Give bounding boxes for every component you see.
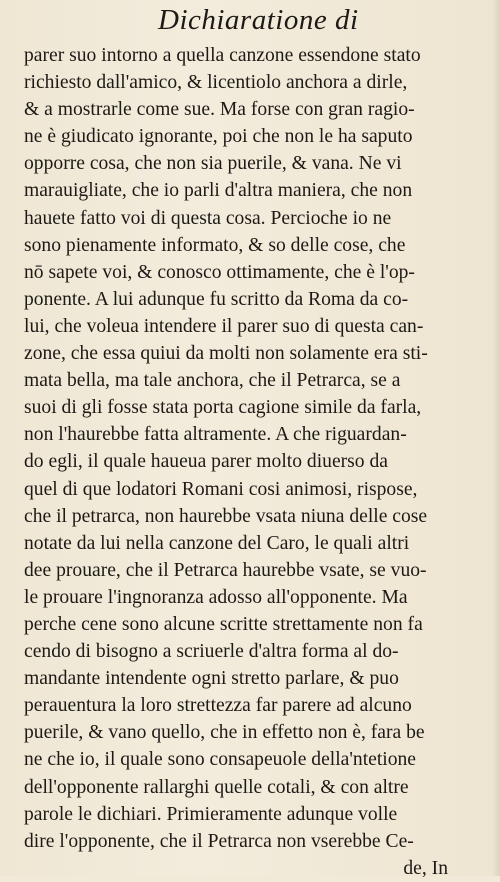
text-line: marauigliate, che io parli d'altra maniera, che non [24,180,413,202]
text-line: parer suo intorno a quella canzone essendone stato [24,45,421,66]
text-line: puerile, & vano quello, che in effetto non è, fara be [24,722,425,744]
text-line: & a mostrarle come sue. Ma forse con gran ragio- [24,99,415,121]
text-line: notate da lui nella canzone del Caro, le quali altri [24,532,410,554]
text-line: nō sapete voi, & conosco ottimamente, che è l'op- [24,261,415,283]
text-line: mata bella, ma tale anchora, che il Petrarca, se a [24,370,401,392]
text-line: hauete fatto voi di questa cosa. Percioche io ne [24,207,392,229]
text-line: zone, che essa quiui da molti non solamente era sti- [24,343,428,365]
text-line: suoi di gli fosse stata porta cagione simile da farla, [24,397,422,419]
text-line: richiesto dall'amico, & licentiolo anchora a dirle, [24,72,408,94]
text-line: quel di que lodatori Romani cosi animosi, rispose, [24,478,418,500]
text-line: perauentura la loro strettezza far parere ad alcuno [24,695,412,717]
text-line: cendo di bisogno a scriuerle d'altra forma al do- [24,641,399,663]
text-line: do egli, il quale haueua parer molto diuerso da [24,451,388,473]
text-line: dee prouare, che il Petrarca haurebbe vsate, se vuo- [24,559,427,581]
text-line: ne che io, il quale sono consapeuole della'ntetione [24,749,417,771]
text-line: mandante intendente ogni stretto parlare, & puo [24,668,399,690]
body-text [24,42,494,882]
text-line: ponente. A lui adunque fu scritto da Roma da co- [24,288,409,310]
text-line: ne è giudicato ignorante, poi che non le ha saputo [24,126,413,148]
text-line: dire l'opponente, che il Petrarca non vserebbe Ce- [24,830,414,852]
text-line: parole le dichiari. Primieramente adunque volle [24,803,398,825]
text-line: che il petrarca, non haurebbe vsata niuna delle cose [24,505,428,527]
text-line: perche cene sono alcune scritte strettamente non fa [24,613,423,635]
text-line: le prouare l'ingnoranza adosso all'opponente. Ma [24,586,408,608]
text-line: dell'opponente rallarghi quelle cotali, & con altre [24,776,409,798]
text-line: sono pienamente informato, & so delle cose, che [24,234,406,256]
text-line: lui, che voleua intendere il parer suo di questa can- [24,315,424,337]
text-line: opporre cosa, che non sia puerile, & vana. Ne vi [24,153,402,175]
text-line: non l'haurebbe fatta altramente. A che riguardan- [24,424,407,446]
running-head: Dichiaratione di [158,4,359,36]
catchword-line: de, In [403,857,448,879]
